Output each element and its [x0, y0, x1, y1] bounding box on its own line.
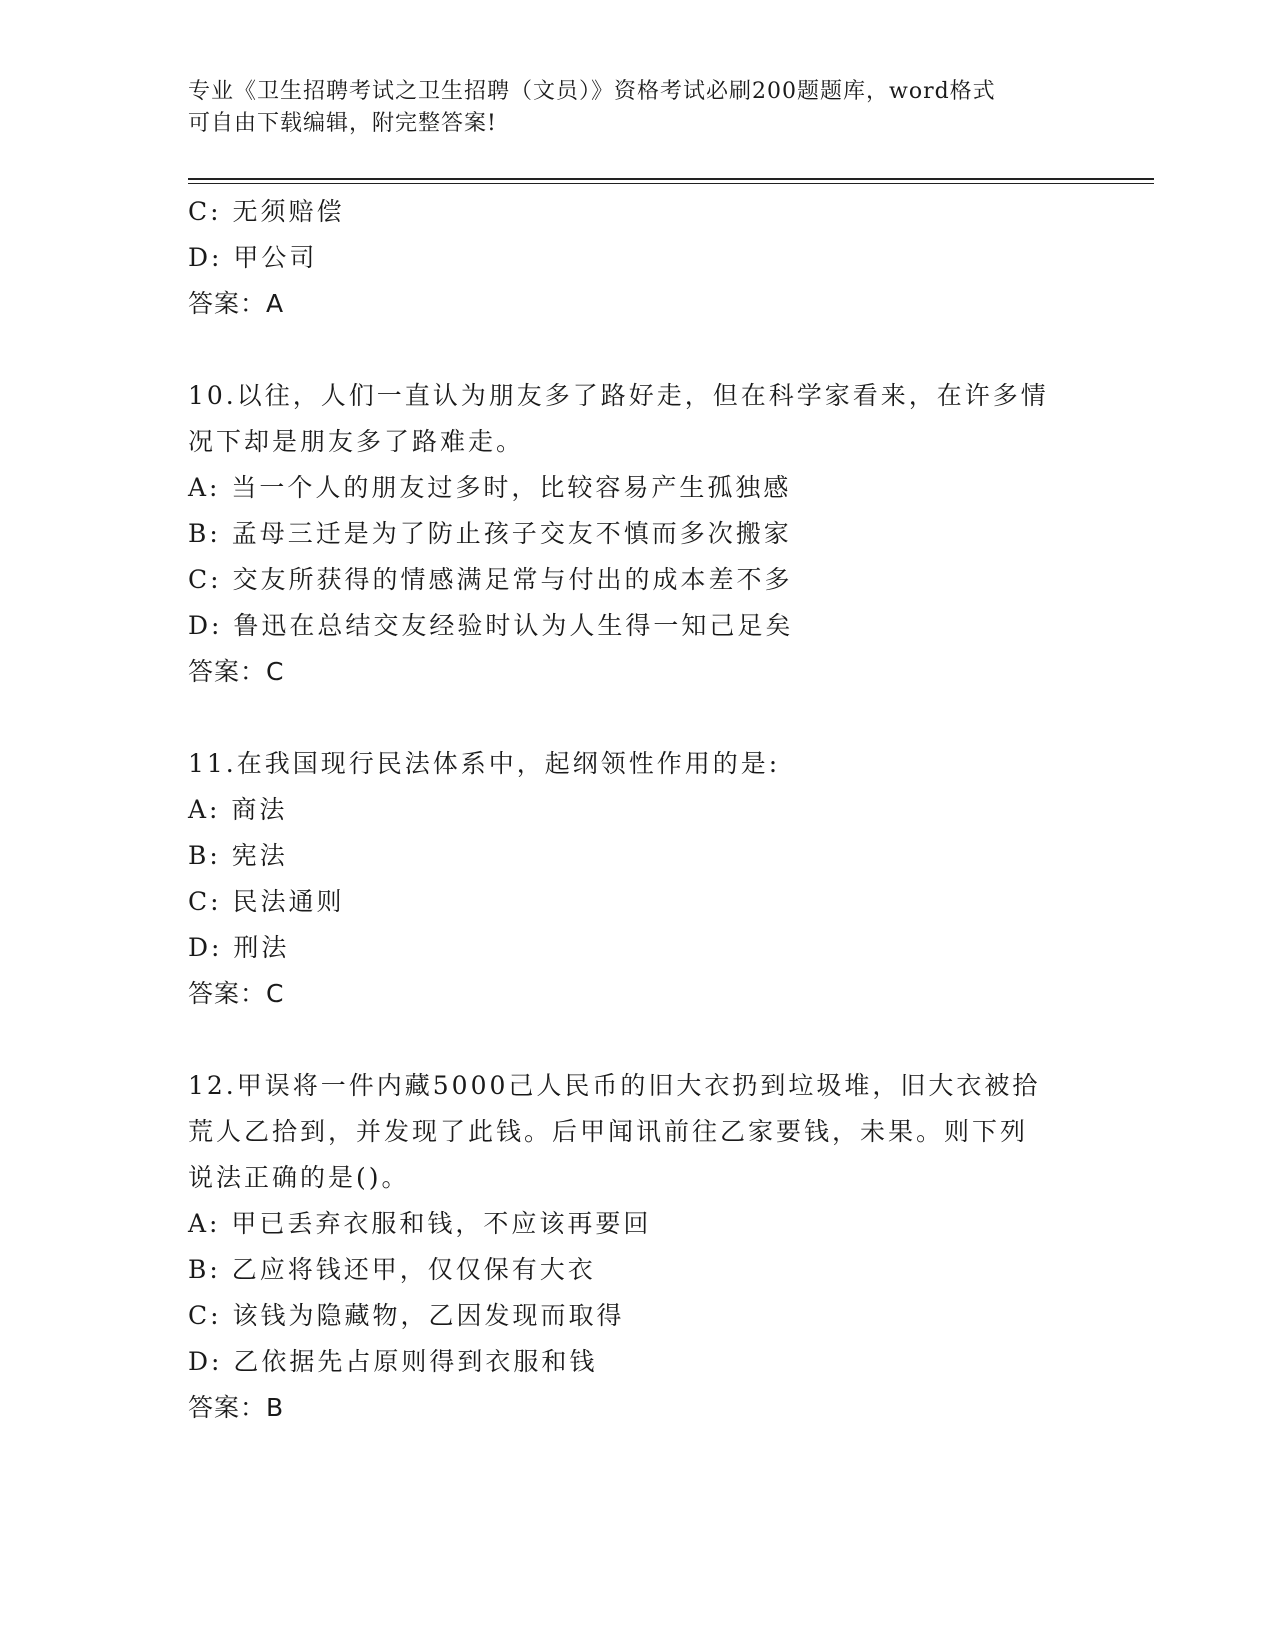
document-header	[188, 76, 1068, 140]
option-b: B: 乙应将钱还甲，仅仅保有大衣	[188, 1255, 596, 1284]
question-content	[188, 189, 1088, 1431]
header-divider-thick	[188, 178, 1154, 180]
option-c: C: 该钱为隐藏物，乙因发现而取得	[188, 1301, 625, 1330]
option-b: B: 孟母三迁是为了防止孩子交友不慎而多次搬家	[188, 519, 792, 548]
option-d: D: 乙依据先占原则得到衣服和钱	[188, 1347, 598, 1376]
question-stem: 说法正确的是()。	[188, 1163, 410, 1192]
option-c: C: 无须赔偿	[188, 197, 345, 226]
option-a: A: 甲已丢弃衣服和钱，不应该再要回	[188, 1209, 652, 1238]
question-block-10	[188, 373, 1088, 695]
spacer	[188, 1017, 1088, 1063]
question-stem: 12.甲误将一件内藏5000己人民币的旧大衣扔到垃圾堆，旧大衣被拾	[188, 1071, 1041, 1100]
option-c: C: 民法通则	[188, 887, 345, 916]
answer-line: 答案：C	[188, 657, 285, 686]
spacer	[188, 327, 1088, 373]
option-c: C: 交友所获得的情感满足常与付出的成本差不多	[188, 565, 793, 594]
answer-line: 答案：A	[188, 289, 285, 318]
header-divider-thin	[188, 183, 1154, 184]
option-a: A: 当一个人的朋友过多时，比较容易产生孤独感	[188, 473, 792, 502]
question-stem: 荒人乙拾到，并发现了此钱。后甲闻讯前往乙家要钱，未果。则下列	[188, 1117, 1029, 1146]
question-stem: 况下却是朋友多了路难走。	[188, 427, 525, 456]
option-d: D: 鲁迅在总结交友经验时认为人生得一知己足矣	[188, 611, 794, 640]
spacer	[188, 695, 1088, 741]
option-a: A: 商法	[188, 795, 288, 824]
question-block-12	[188, 1063, 1088, 1431]
header-line-1: 专业《卫生招聘考试之卫生招聘（文员）》资格考试必刷200题题库，word格式	[188, 79, 996, 104]
option-d: D: 刑法	[188, 933, 290, 962]
question-block-11	[188, 741, 1088, 1017]
question-stem: 10.以往，人们一直认为朋友多了路好走，但在科学家看来，在许多情	[188, 381, 1049, 410]
header-line-2: 可自由下载编辑，附完整答案!	[188, 111, 497, 136]
answer-line: 答案：C	[188, 979, 285, 1008]
option-d: D: 甲公司	[188, 243, 318, 272]
answer-line: 答案：B	[188, 1393, 285, 1422]
question-stem: 11.在我国现行民法体系中，起纲领性作用的是:	[188, 749, 781, 778]
option-b: B: 宪法	[188, 841, 288, 870]
question-block-prev	[188, 189, 1088, 327]
